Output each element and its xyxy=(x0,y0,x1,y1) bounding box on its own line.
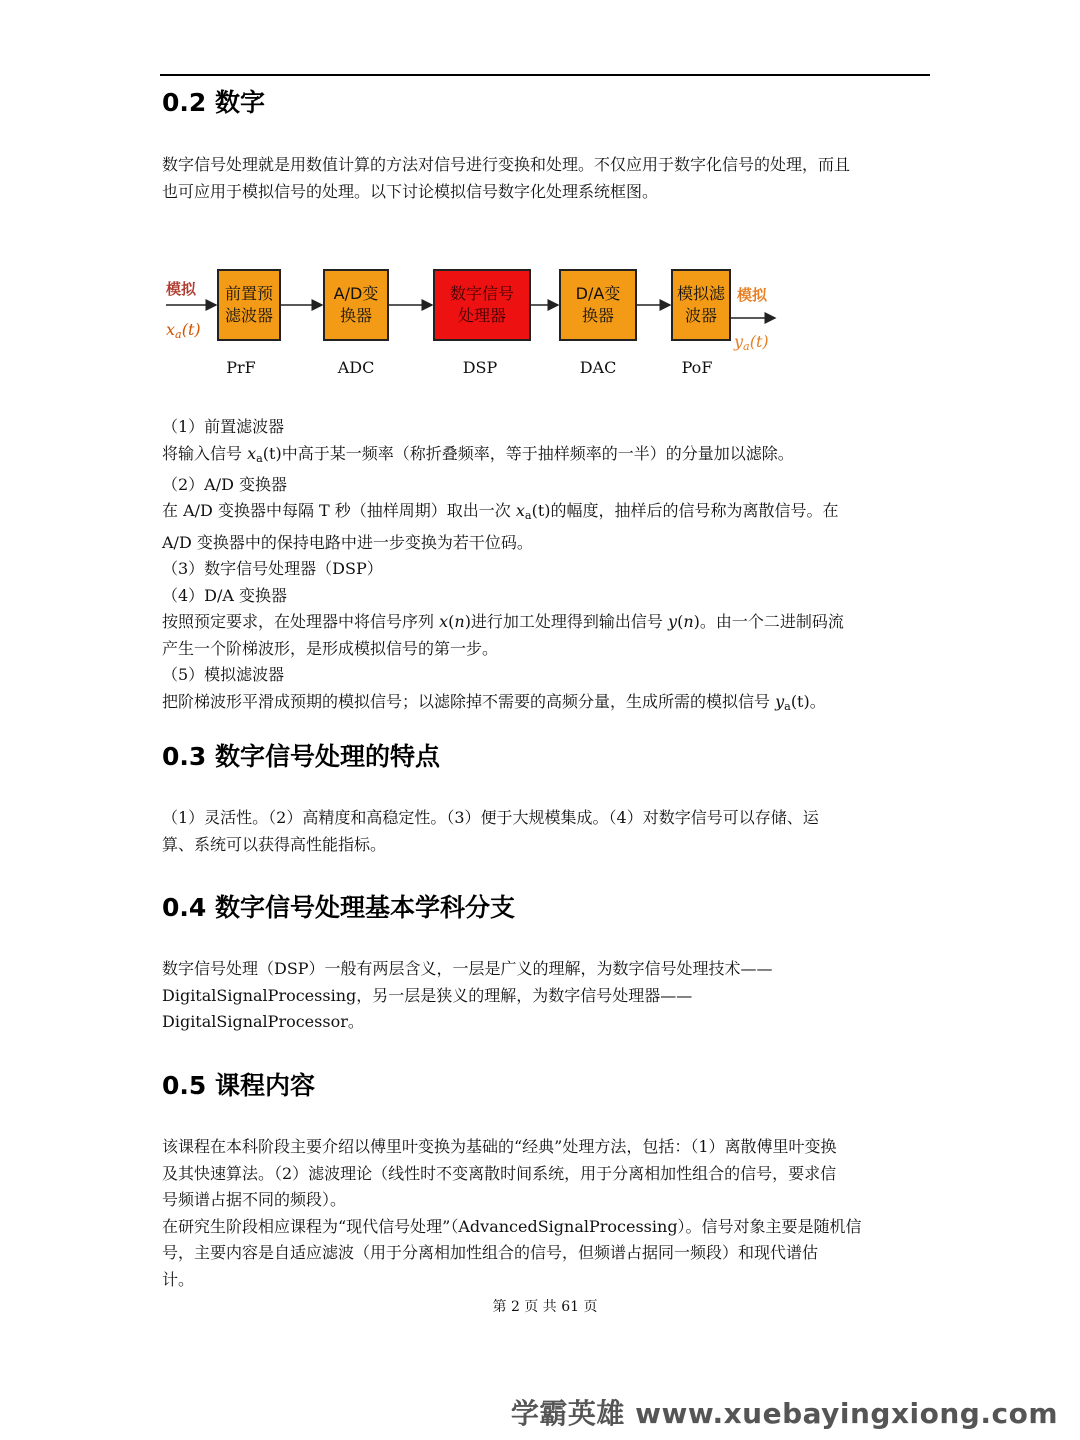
section-heading-0-2: 0.2 数字 xyxy=(162,88,265,117)
body-line: 算、系统可以获得高性能指标。 xyxy=(162,834,387,854)
section-heading-0-4: 0.4 数字信号处理基本学科分支 xyxy=(162,893,515,922)
item-title: （1）前置滤波器 xyxy=(162,417,285,436)
section-0-5-body xyxy=(162,1134,922,1293)
signal-processing-block-diagram xyxy=(160,262,790,382)
item-body: 把阶梯波形平滑成预期的模拟信号；以滤除掉不需要的高频分量，生成所需的模拟信号 $y_a(t)$。 xyxy=(162,691,826,713)
body-line: 号频谱占据不同的频段）。 xyxy=(162,1190,347,1209)
header-rule xyxy=(160,74,930,76)
intro-line: 也可应用于模拟信号的处理。以下讨论模拟信号数字化处理系统框图。 xyxy=(162,181,659,201)
abbr-pof: PoF xyxy=(681,358,713,377)
body-line: 及其快速算法。（2）滤波理论（线性时不变离散时间系统，用于分离相加性组合的信号，要求信 xyxy=(162,1163,837,1183)
body-line: （1）灵活性。（2）高精度和高稳定性。（3）便于大规模集成。（4）对数字信号可以存储、运 xyxy=(162,808,819,827)
section-0-2-intro xyxy=(162,152,922,205)
block-dac: D/A变换器 xyxy=(559,269,637,341)
block-postfilter: 模拟滤波器 xyxy=(671,269,731,341)
body-line: DigitalSignalProcessing，另一层是狭义的理解，为数字信号处理器—— xyxy=(162,985,693,1005)
body-line: DigitalSignalProcessor。 xyxy=(162,1012,364,1031)
body-line: 该课程在本科阶段主要介绍以傅里叶变换为基础的“经典”处理方法，包括：（1）离散傅里叶变换 xyxy=(162,1137,837,1156)
body-line: 在研究生阶段相应课程为“现代信号处理”（AdvancedSignalProcessing）。信号对象主要是随机信 xyxy=(162,1216,862,1236)
intro-line: 数字信号处理就是用数值计算的方法对信号进行变换和处理。不仅应用于数字化信号的处理，而且 xyxy=(162,155,851,174)
block-adc: A/D变换器 xyxy=(323,269,389,341)
input-label: 模拟 xyxy=(166,280,197,298)
item-title: （2）A/D 变换器 xyxy=(162,474,288,494)
section-heading-0-5: 0.5 课程内容 xyxy=(162,1071,315,1100)
item-title: （4）D/A 变换器 xyxy=(162,585,288,605)
section-0-3-body xyxy=(162,805,922,858)
item-body: 按照预定要求，在处理器中将信号序列 x(n)进行加工处理得到输出信号 y(n)。由一个二进制码流 xyxy=(162,612,844,632)
site-watermark: 学霸英雄 www.xuebayingxiong.com xyxy=(510,1397,1058,1430)
item-body: 在 A/D 变换器中每隔 T 秒（抽样周期）取出一次 $x_a(t)$的幅度，抽样后的信号称为离散信号。在 xyxy=(162,501,839,523)
body-line: 号，主要内容是自适应滤波（用于分离相加性组合的信号，但频谱占据同一频段）和现代谱估 xyxy=(162,1243,819,1262)
output-signal: $y_a(t)$ xyxy=(734,332,769,353)
page-number-footer: 第 2 页 共 61 页 xyxy=(492,1299,598,1315)
output-label: 模拟 xyxy=(737,286,768,304)
body-line: 计。 xyxy=(162,1269,195,1289)
input-signal: $x_a(t)$ xyxy=(166,320,201,341)
section-0-4-body xyxy=(162,956,922,1036)
item-body: 产生一个阶梯波形，是形成模拟信号的第一步。 xyxy=(162,638,499,658)
block-dsp: 数字信号处理器 xyxy=(433,269,531,341)
item-title: （5）模拟滤波器 xyxy=(162,665,285,685)
abbr-adc: ADC xyxy=(337,358,375,377)
body-line: 数字信号处理（DSP）一般有两层含义，一层是广义的理解，为数字信号处理技术—— xyxy=(162,959,773,978)
abbr-dac: DAC xyxy=(579,358,617,377)
item-body: A/D 变换器中的保持电路中进一步变换为若干位码。 xyxy=(162,532,533,552)
abbr-dsp: DSP xyxy=(462,358,498,377)
section-0-2-items xyxy=(162,414,922,720)
item-body: 将输入信号 $x_a(t)$中高于某一频率（称折叠频率，等于抽样频率的一半）的分量加以滤除。 xyxy=(162,443,794,465)
block-prefilter: 前置预滤波器 xyxy=(217,269,281,341)
item-title: （3）数字信号处理器（DSP） xyxy=(162,559,383,579)
abbr-prf: PrF xyxy=(226,358,256,377)
section-heading-0-3: 0.3 数字信号处理的特点 xyxy=(162,742,440,771)
